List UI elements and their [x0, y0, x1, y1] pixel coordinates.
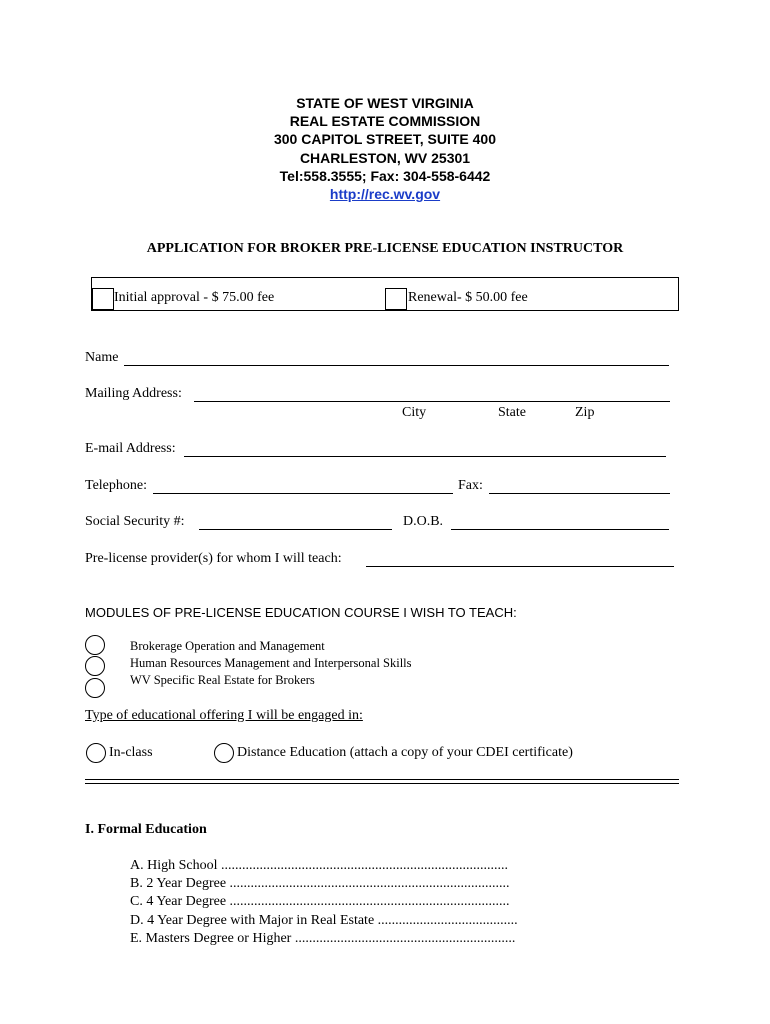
name-label: Name [85, 350, 119, 365]
telephone-field[interactable] [153, 493, 453, 494]
zip-label: Zip [575, 405, 595, 420]
header-state: STATE OF WEST VIRGINIA [296, 95, 474, 111]
offering-heading: Type of educational offering I will be engaged in: [85, 708, 363, 723]
modules-heading: MODULES OF PRE-LICENSE EDUCATION COURSE I WISH TO TEACH: [85, 605, 517, 620]
renewal-label: Renewal- $ 50.00 fee [408, 290, 528, 305]
module-item-brokerage: Brokerage Operation and Management [130, 639, 325, 653]
education-heading: I. Formal Education [85, 822, 207, 837]
section-divider [85, 779, 679, 784]
email-field[interactable] [184, 456, 666, 457]
education-item-2-year: B. 2 Year Degree ................................................................................ [130, 876, 510, 891]
email-label: E-mail Address: [85, 441, 176, 456]
name-field[interactable] [124, 365, 669, 366]
module-item-wv: WV Specific Real Estate for Brokers [130, 673, 315, 687]
telephone-label: Telephone: [85, 478, 147, 493]
provider-label: Pre-license provider(s) for whom I will teach: [85, 551, 342, 566]
education-item-4-year-re: D. 4 Year Degree with Major in Real Estate ........................................ [130, 913, 518, 928]
renewal-checkbox[interactable] [385, 288, 407, 310]
page-title: APPLICATION FOR BROKER PRE-LICENSE EDUCATION INSTRUCTOR [146, 241, 624, 256]
mailing-address-label: Mailing Address: [85, 386, 182, 401]
distance-radio[interactable] [214, 743, 234, 763]
ssn-field[interactable] [199, 529, 392, 530]
header-city: CHARLESTON, WV 25301 [299, 150, 471, 166]
module-hr-radio[interactable] [85, 656, 105, 676]
education-item-high-school: A. High School .................................................................................. [130, 858, 508, 873]
education-item-masters: E. Masters Degree or Higher ............................................................... [130, 931, 516, 946]
header-commission: REAL ESTATE COMMISSION [289, 113, 481, 129]
inclass-label: In-class [109, 745, 153, 760]
city-label: City [402, 405, 427, 420]
mailing-address-field[interactable] [194, 401, 670, 402]
fax-label: Fax: [458, 478, 483, 493]
initial-approval-label: Initial approval - $ 75.00 fee [114, 290, 275, 305]
header-street: 300 CAPITOL STREET, SUITE 400 [273, 131, 496, 147]
header-phone: Tel:558.3555; Fax: 304-558-6442 [279, 168, 491, 184]
module-wv-radio[interactable] [85, 678, 105, 698]
distance-label: Distance Education (attach a copy of your CDEI certificate) [237, 745, 573, 760]
initial-approval-checkbox[interactable] [92, 288, 114, 310]
header-link-row [0, 186, 770, 202]
provider-field[interactable] [366, 566, 674, 567]
dob-field[interactable] [451, 529, 669, 530]
inclass-radio[interactable] [86, 743, 106, 763]
module-brokerage-radio[interactable] [85, 635, 105, 655]
dob-label: D.O.B. [403, 514, 444, 529]
fax-field[interactable] [489, 493, 670, 494]
module-item-hr: Human Resources Management and Interpersonal Skills [130, 656, 412, 670]
state-label: State [498, 405, 526, 420]
website-link[interactable]: http://rec.wv.gov [329, 186, 441, 202]
ssn-label: Social Security #: [85, 514, 185, 529]
education-item-4-year: C. 4 Year Degree ................................................................................ [130, 894, 510, 909]
